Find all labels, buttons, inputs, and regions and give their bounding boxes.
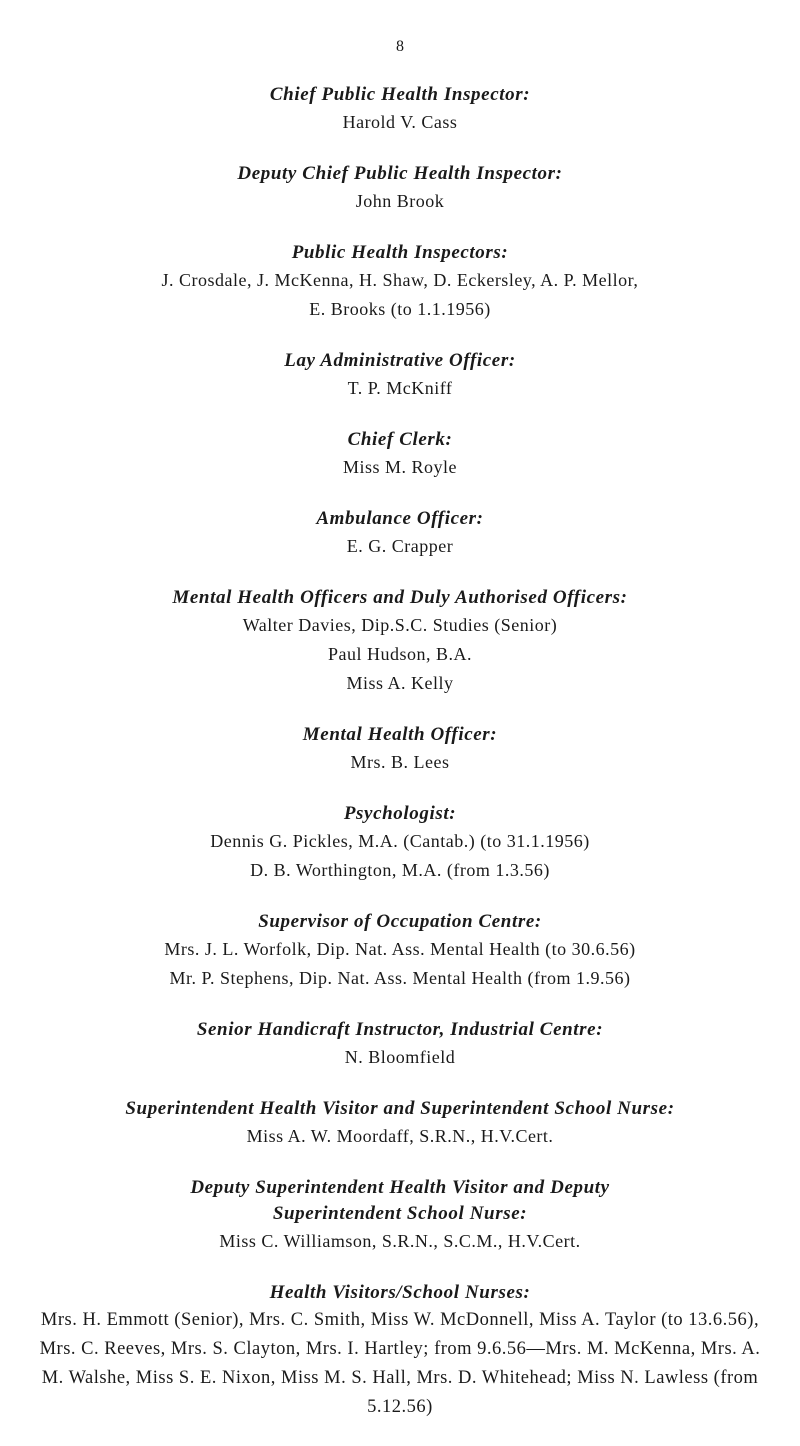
section-heading: Public Health Inspectors: xyxy=(291,242,509,263)
staff-name: Mrs. J. L. Worfolk, Dip. Nat. Ass. Mental Health (to 30.6.56) xyxy=(164,939,636,959)
section-heading: Deputy Chief Public Health Inspector: xyxy=(237,163,563,184)
section-supervisor-occupation-centre xyxy=(0,909,800,993)
staff-name: Mr. P. Stephens, Dip. Nat. Ass. Mental Health (from 1.9.56) xyxy=(169,968,631,988)
staff-name: Dennis G. Pickles, M.A. (Cantab.) (to 31.1.1956) xyxy=(210,831,590,851)
staff-name: Miss A. Kelly xyxy=(346,673,454,693)
section-chief-public-health-inspector xyxy=(0,82,800,137)
section-heading: Lay Administrative Officer: xyxy=(284,350,516,371)
section-deputy-chief-public-health-inspector xyxy=(0,161,800,216)
section-ambulance-officer xyxy=(0,506,800,561)
section-psychologist xyxy=(0,801,800,885)
section-heading-continued: Superintendent School Nurse: xyxy=(272,1203,528,1224)
section-chief-clerk xyxy=(0,427,800,482)
section-deputy-superintendent-health-visitor xyxy=(0,1175,800,1256)
staff-name: Miss A. W. Moordaff, S.R.N., H.V.Cert. xyxy=(246,1126,554,1146)
staff-name: D. B. Worthington, M.A. (from 1.3.56) xyxy=(250,860,550,880)
section-heading: Superintendent Health Visitor and Superintendent School Nurse: xyxy=(125,1098,675,1119)
staff-name: E. G. Crapper xyxy=(346,536,454,556)
section-mental-health-officer xyxy=(0,722,800,777)
section-heading: Health Visitors/School Nurses: xyxy=(269,1282,531,1303)
staff-name: Mrs. B. Lees xyxy=(350,752,450,772)
section-heading: Mental Health Officer: xyxy=(302,724,498,745)
staff-name: Miss M. Royle xyxy=(342,457,458,477)
section-heading: Chief Clerk: xyxy=(347,429,453,450)
section-heading: Supervisor of Occupation Centre: xyxy=(258,911,542,932)
section-heading: Ambulance Officer: xyxy=(316,508,484,529)
staff-name: Paul Hudson, B.A. xyxy=(327,644,472,664)
section-heading: Mental Health Officers and Duly Authorised Officers: xyxy=(172,587,628,608)
section-heading: Deputy Superintendent Health Visitor and Deputy xyxy=(190,1177,610,1198)
section-lay-administrative-officer xyxy=(0,348,800,403)
section-superintendent-health-visitor xyxy=(0,1096,800,1151)
staff-name: Miss C. Williamson, S.R.N., S.C.M., H.V.Cert. xyxy=(219,1231,581,1251)
section-heading: Chief Public Health Inspector: xyxy=(269,84,531,105)
section-public-health-inspectors xyxy=(0,240,800,324)
section-senior-handicraft-instructor xyxy=(0,1017,800,1072)
section-mental-health-officers xyxy=(0,585,800,698)
staff-name: John Brook xyxy=(355,191,445,211)
page-number: 8 xyxy=(396,38,404,55)
staff-name: Harold V. Cass xyxy=(342,112,458,132)
staff-paragraph: Mrs. H. Emmott (Senior), Mrs. C. Smith, Miss W. McDonnell, Miss A. Taylor (to 13.6.56), Mrs. C. Reeves, Mrs. S. Clayton, Mrs. I. Hartley; from 9.6.56—Mrs. M. McKenna, Mrs. A. M. Walshe, Miss S. E. Nixon, Miss M. S. Hall, Mrs. D. Whitehead; Miss N. Lawless (from 5.12.56) xyxy=(39,1310,761,1417)
section-health-visitors-school-nurses xyxy=(0,1280,800,1422)
staff-name: E. Brooks (to 1.1.1956) xyxy=(309,299,491,319)
staff-name: N. Bloomfield xyxy=(344,1047,456,1067)
section-heading: Senior Handicraft Instructor, Industrial Centre: xyxy=(196,1019,604,1040)
section-heading: Psychologist: xyxy=(343,803,457,824)
staff-name: T. P. McKniff xyxy=(347,378,453,398)
staff-list xyxy=(0,82,800,1446)
staff-name: J. Crosdale, J. McKenna, H. Shaw, D. Eckersley, A. P. Mellor, xyxy=(161,270,639,290)
staff-name: Walter Davies, Dip.S.C. Studies (Senior) xyxy=(242,615,558,635)
